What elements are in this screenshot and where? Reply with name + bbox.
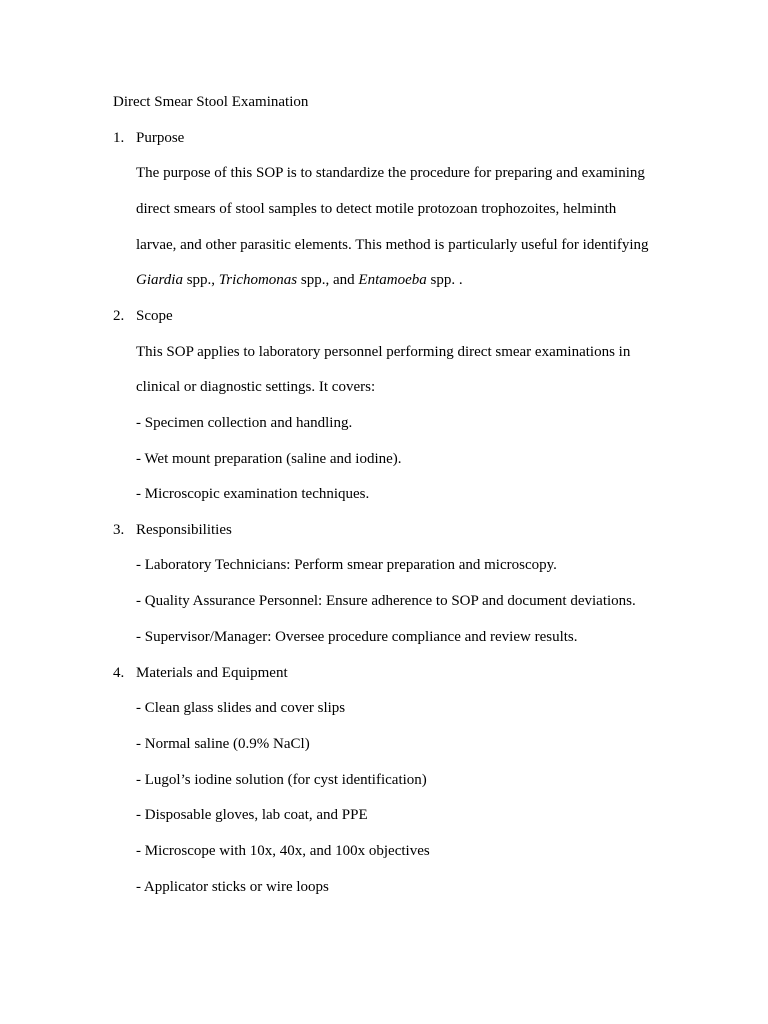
paragraph-line: direct smears of stool samples to detect motile protozoan trophozoites, helminth — [136, 201, 617, 217]
section-heading-text: Scope — [136, 308, 173, 324]
paragraph-line: larvae, and other parasitic elements. This method is particularly useful for identifying — [136, 237, 649, 253]
list-item: - Normal saline (0.9% NaCl) — [136, 736, 310, 752]
list-item: - Lugol’s iodine solution (for cyst identification) — [136, 772, 427, 788]
list-item: - Wet mount preparation (saline and iodine). — [136, 451, 402, 467]
section-number: 3. — [113, 522, 125, 538]
genus-trichomonas: Trichomonas — [218, 272, 298, 288]
list-item: - Clean glass slides and cover slips — [136, 700, 346, 716]
paragraph-line: This SOP applies to laboratory personnel performing direct smear examinations in — [136, 344, 631, 360]
text-fragment: spp. . — [426, 272, 463, 288]
list-item: - Laboratory Technicians: Perform smear preparation and microscopy. — [136, 557, 557, 573]
paragraph-line-species — [136, 270, 463, 290]
list-item: - Specimen collection and handling. — [136, 415, 353, 431]
list-item: - Applicator sticks or wire loops — [136, 879, 329, 895]
section-heading-text: Materials and Equipment — [136, 665, 288, 681]
paragraph-line: The purpose of this SOP is to standardize the procedure for preparing and examining — [136, 165, 645, 181]
list-item: - Microscope with 10x, 40x, and 100x objectives — [136, 843, 430, 859]
list-item: - Microscopic examination techniques. — [136, 486, 370, 502]
genus-entamoeba: Entamoeba — [358, 272, 427, 288]
list-item: - Disposable gloves, lab coat, and PPE — [136, 807, 368, 823]
list-item: - Supervisor/Manager: Oversee procedure compliance and review results. — [136, 629, 578, 645]
section-heading-text: Responsibilities — [136, 522, 232, 538]
list-item: - Quality Assurance Personnel: Ensure adherence to SOP and document deviations. — [136, 593, 636, 609]
paragraph-line: clinical or diagnostic settings. It covers: — [136, 379, 376, 395]
section-number: 4. — [113, 665, 125, 681]
document-title: Direct Smear Stool Examination — [113, 94, 309, 110]
text-fragment: spp., and — [297, 272, 359, 288]
section-number: 2. — [113, 308, 125, 324]
genus-giardia: Giardia — [136, 272, 183, 288]
text-fragment: spp., — [182, 272, 219, 288]
section-number: 1. — [113, 130, 125, 146]
section-heading-text: Purpose — [136, 130, 185, 146]
